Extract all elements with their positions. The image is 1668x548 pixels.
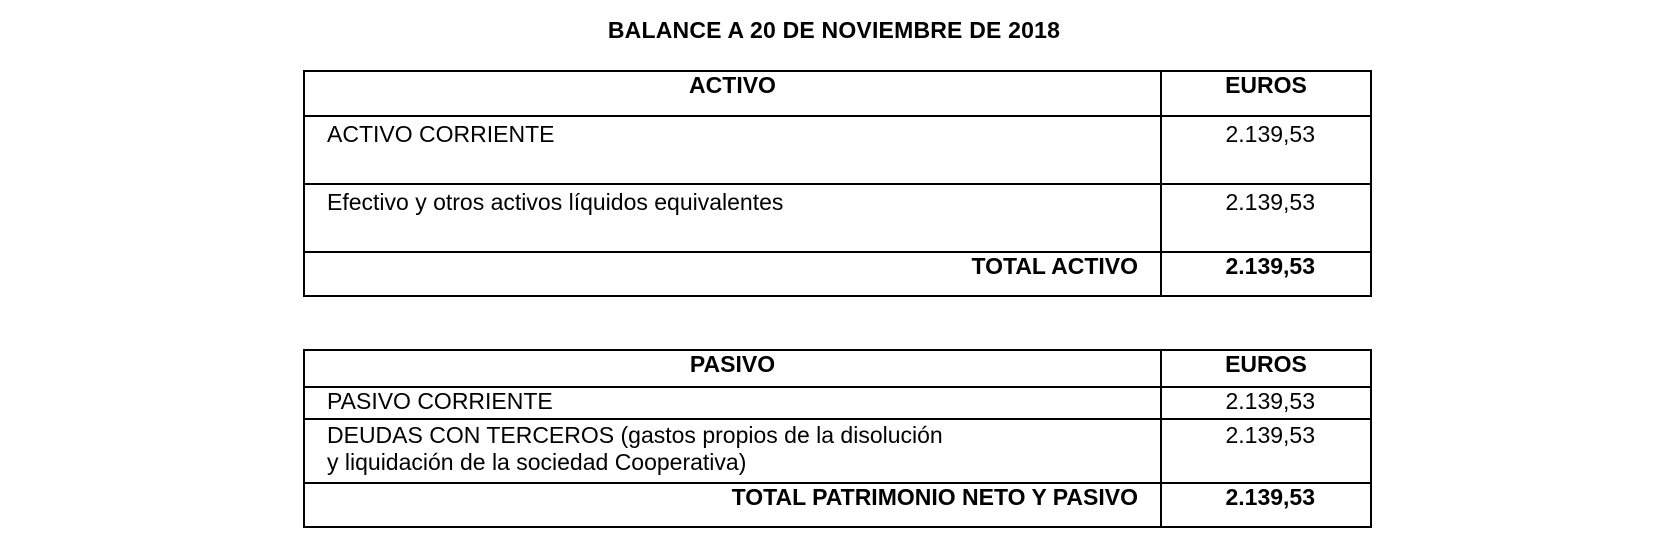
- pasivo-header-row: [304, 350, 1371, 387]
- row-value: 2.139,53: [1161, 387, 1371, 419]
- pasivo-header-label: PASIVO: [304, 350, 1161, 387]
- table-row: [304, 116, 1371, 184]
- row-label: ACTIVO CORRIENTE: [304, 116, 1161, 184]
- activo-header-row: [304, 71, 1371, 116]
- pasivo-total-label: TOTAL PATRIMONIO NETO Y PASIVO: [304, 483, 1161, 527]
- table-row: [304, 419, 1371, 483]
- table-row: [304, 184, 1371, 252]
- pasivo-table: [303, 349, 1372, 528]
- row-value: 2.139,53: [1161, 116, 1371, 184]
- row-label: PASIVO CORRIENTE: [304, 387, 1161, 419]
- activo-total-label: TOTAL ACTIVO: [304, 252, 1161, 296]
- activo-header-currency: EUROS: [1161, 71, 1371, 116]
- activo-total-value: 2.139,53: [1161, 252, 1371, 296]
- row-label: [304, 419, 1161, 483]
- row-value: 2.139,53: [1161, 184, 1371, 252]
- pasivo-total-row: [304, 483, 1371, 527]
- row-label-line: y liquidación de la sociedad Cooperativa): [327, 449, 747, 475]
- document-title: BALANCE A 20 DE NOVIEMBRE DE 2018: [607, 17, 1061, 43]
- row-value: 2.139,53: [1161, 419, 1371, 483]
- table-row: [304, 387, 1371, 419]
- pasivo-total-value: 2.139,53: [1161, 483, 1371, 527]
- activo-header-label: ACTIVO: [304, 71, 1161, 116]
- row-label: Efectivo y otros activos líquidos equivalentes: [304, 184, 1161, 252]
- activo-total-row: [304, 252, 1371, 296]
- row-label-line: DEUDAS CON TERCEROS (gastos propios de la disolución: [327, 422, 943, 448]
- pasivo-header-currency: EUROS: [1161, 350, 1371, 387]
- activo-table: [303, 70, 1372, 297]
